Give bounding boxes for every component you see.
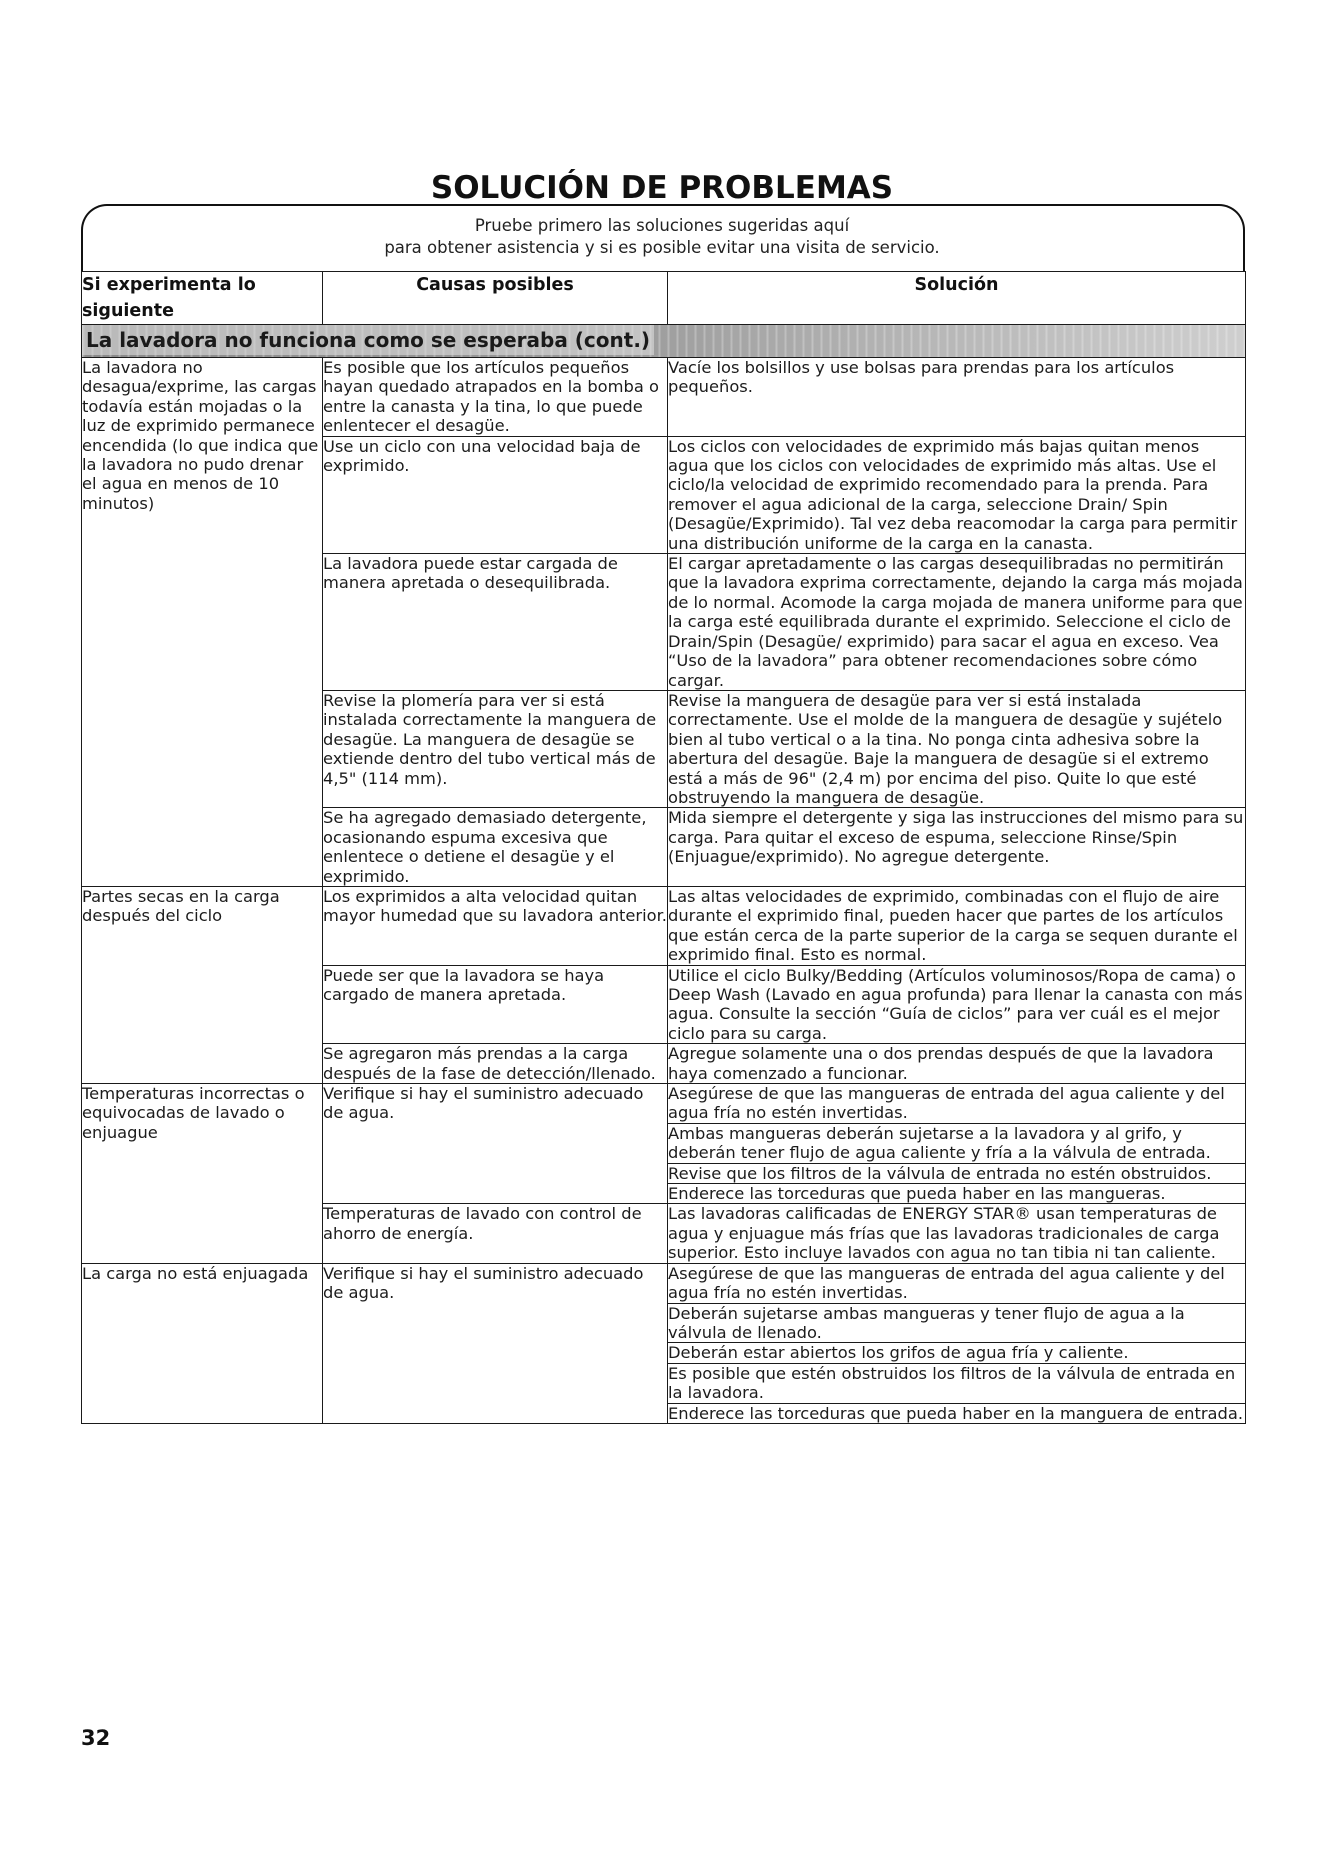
solution-cell: Asegúrese de que las mangueras de entrada del agua caliente y del agua fría no estén invertidas. — [668, 1263, 1246, 1303]
section-banner — [82, 325, 1246, 358]
troubleshooting-table — [81, 271, 1246, 1424]
section-row — [82, 325, 1246, 358]
header-causes: Causas posibles — [323, 272, 668, 325]
cause-cell: La lavadora puede estar cargada de manera apretada o desequilibrada. — [323, 554, 668, 691]
table-row — [82, 1084, 1246, 1124]
condition-cell: Temperaturas incorrectas o equivocadas de lavado o enjuague — [82, 1084, 323, 1264]
solution-cell: Deberán estar abiertos los grifos de agua fría y caliente. — [668, 1343, 1246, 1363]
solution-cell: Asegúrese de que las mangueras de entrada del agua caliente y del agua fría no estén invertidas. — [668, 1084, 1246, 1124]
header-solution: Solución — [668, 272, 1246, 325]
page-number: 32 — [81, 1726, 111, 1750]
solution-cell: Utilice el ciclo Bulky/Bedding (Artículos voluminosos/Ropa de cama) o Deep Wash (Lavado en agua profunda) para llenar la canasta con más agua. Consulte la sección “Guía de ciclos” para ver cuál es el mejor ciclo para su carga. — [668, 965, 1246, 1044]
table-row — [82, 1263, 1246, 1303]
cause-cell: Es posible que los artículos pequeños hayan quedado atrapados en la bomba o entre la canasta y la tina, lo que puede enlentecer el desagüe. — [323, 358, 668, 437]
solution-cell: Vacíe los bolsillos y use bolsas para prendas para los artículos pequeños. — [668, 358, 1246, 437]
table-row — [82, 886, 1246, 965]
solution-cell: Revise la manguera de desagüe para ver si está instalada correctamente. Use el molde de la manguera de desagüe y sujételo bien al tubo vertical o a la tina. No ponga cinta adhesiva sobre la abertura del desagüe. Baje la manguera de desagüe si el extremo está a más de 96" (2,4 m) por encima del piso. Quite lo que esté obstruyendo la manguera de desagüe. — [668, 690, 1246, 807]
cause-cell: Revise la plomería para ver si está instalada correctamente la manguera de desagüe. La manguera de desagüe se extiende dentro del tubo vertical más de 4,5" (114 mm). — [323, 690, 668, 807]
solution-cell: Enderece las torceduras que pueda haber en la manguera de entrada. — [668, 1403, 1246, 1423]
solution-cell: Ambas mangueras deberán sujetarse a la lavadora y al grifo, y deberán tener flujo de agua caliente y fría a la válvula de entrada. — [668, 1123, 1246, 1163]
solution-cell: Deberán sujetarse ambas mangueras y tener flujo de agua a la válvula de llenado. — [668, 1303, 1246, 1343]
cause-cell: Verifique si hay el suministro adecuado de agua. — [323, 1084, 668, 1204]
section-title: La lavadora no funciona como se esperaba (cont.) — [82, 325, 654, 355]
cause-cell: Temperaturas de lavado con control de ahorro de energía. — [323, 1204, 668, 1263]
cause-cell: Puede ser que la lavadora se haya cargado de manera apretada. — [323, 965, 668, 1044]
condition-cell: La carga no está enjuagada — [82, 1263, 323, 1423]
condition-cell: Partes secas en la carga después del ciclo — [82, 886, 323, 1083]
cause-cell: Verifique si hay el suministro adecuado de agua. — [323, 1263, 668, 1423]
cause-cell: Use un ciclo con una velocidad baja de exprimido. — [323, 436, 668, 553]
solution-cell: Los ciclos con velocidades de exprimido más bajas quitan menos agua que los ciclos con velocidades de exprimido más altas. Use el ciclo/la velocidad de exprimido recomendado para la prenda. Para remover el agua adicional de la carga, seleccione Drain/ Spin (Desagüe/Exprimido). Tal vez deba reacomodar la carga para permitir una distribución uniforme de la carga en la canasta. — [668, 436, 1246, 553]
condition-cell: La lavadora no desagua/exprime, las cargas todavía están mojadas o la luz de exprimido permanece encendida (lo que indica que la lavadora no pudo drenar el agua en menos de 10 minutos) — [82, 358, 323, 887]
header-condition: Si experimenta lo siguiente — [82, 272, 323, 325]
solution-cell: El cargar apretadamente o las cargas desequilibradas no permitirán que la lavadora exprima correctamente, dejando la carga más mojada de lo normal. Acomode la carga mojada de manera uniforme para que la carga esté equilibrada durante el exprimido. Seleccione el ciclo de Drain/Spin (Desagüe/ exprimido) para sacar el agua en exceso. Vea “Uso de la lavadora” para obtener recomendaciones sobre cómo cargar. — [668, 554, 1246, 691]
header-row — [82, 272, 1246, 325]
solution-cell: Las altas velocidades de exprimido, combinadas con el flujo de aire durante el exprimido final, pueden hacer que partes de los artículos que están cerca de la parte superior de la carga se sequen durante el exprimido final. Esto es normal. — [668, 886, 1246, 965]
solution-cell: Las lavadoras calificadas de ENERGY STAR® usan temperaturas de agua y enjuague más frías que las lavadoras tradicionales de carga superior. Esto incluye lavados con agua no tan tibia ni tan caliente. — [668, 1204, 1246, 1263]
table-row — [82, 358, 1246, 437]
intro-line: Pruebe primero las soluciones sugeridas aquí — [474, 216, 850, 235]
intro-line: para obtener asistencia y si es posible evitar una visita de servicio. — [384, 238, 940, 257]
solution-cell: Agregue solamente una o dos prendas después de que la lavadora haya comenzado a funcionar. — [668, 1044, 1246, 1084]
solution-cell: Mida siempre el detergente y siga las instrucciones del mismo para su carga. Para quitar el exceso de espuma, seleccione Rinse/Spin (Enjuague/exprimido). No agregue detergente. — [668, 808, 1246, 887]
solution-cell: Enderece las torceduras que pueda haber en las mangueras. — [668, 1184, 1246, 1204]
intro-text — [0, 215, 1324, 259]
cause-cell: Los exprimidos a alta velocidad quitan mayor humedad que su lavadora anterior. — [323, 886, 668, 965]
solution-cell: Revise que los filtros de la válvula de entrada no estén obstruidos. — [668, 1163, 1246, 1183]
cause-cell: Se agregaron más prendas a la carga después de la fase de detección/llenado. — [323, 1044, 668, 1084]
cause-cell: Se ha agregado demasiado detergente, ocasionando espuma excesiva que enlentece o detiene el desagüe y el exprimido. — [323, 808, 668, 887]
solution-cell: Es posible que estén obstruidos los filtros de la válvula de entrada en la lavadora. — [668, 1363, 1246, 1403]
page-title: SOLUCIÓN DE PROBLEMAS — [430, 170, 894, 206]
